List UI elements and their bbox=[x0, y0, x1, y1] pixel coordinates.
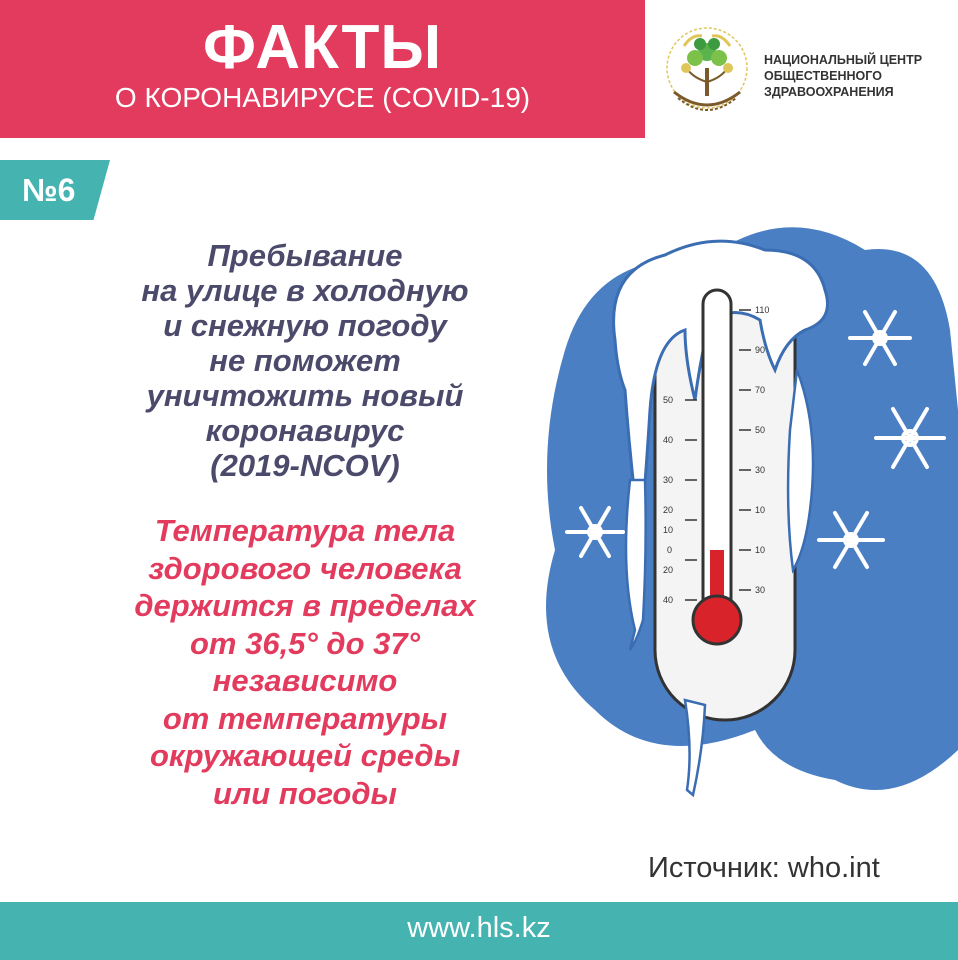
fact-number: №6 bbox=[22, 172, 76, 208]
scale-left-label: 10 bbox=[663, 525, 674, 535]
scale-right-label: 90 bbox=[755, 345, 766, 355]
scale-right-label: 50 bbox=[755, 425, 766, 435]
temperature-note: Температура тела здорового человека держится в пределах от 36,5° до 37° независимо от температуры окружающей среды или погоды bbox=[134, 513, 476, 811]
scale-right-label: 30 bbox=[755, 585, 766, 595]
source-label: Источник: who.int bbox=[648, 852, 880, 884]
scale-right-label: 10 bbox=[755, 545, 766, 555]
scale-left-label: 20 bbox=[663, 565, 674, 575]
scale-left-label: 20 bbox=[663, 505, 674, 515]
mercury-bulb bbox=[693, 596, 741, 644]
tree-emblem-icon bbox=[664, 22, 750, 122]
scale-right-label: 110 bbox=[755, 305, 770, 315]
scale-left-label: 0 bbox=[667, 545, 673, 555]
scale-right-label: 30 bbox=[755, 465, 766, 475]
website-link[interactable]: www.hls.kz bbox=[407, 912, 551, 944]
page-title: ФАКТЫ bbox=[202, 13, 443, 82]
page-subtitle: О КОРОНАВИРУСЕ (COVID-19) bbox=[114, 82, 531, 113]
fact-statement: Пребывание на улице в холодную и снежную погоду не поможет уничтожить новый коронавирус (2019-NCOV) bbox=[141, 238, 469, 483]
organization-name: НАЦИОНАЛЬНЫЙ ЦЕНТР ОБЩЕСТВЕННОГО ЗДРАВООХРАНЕНИЯ bbox=[764, 53, 923, 99]
scale-left-label: 40 bbox=[663, 435, 674, 445]
frozen-thermometer-icon bbox=[535, 210, 958, 810]
scale-left-label: 40 bbox=[663, 595, 674, 605]
bottom-icicle bbox=[685, 700, 705, 795]
scale-right-label: 10 bbox=[755, 505, 766, 515]
scale-left-label: 50 bbox=[663, 395, 674, 405]
scale-right-label: 70 bbox=[755, 385, 766, 395]
scale-left-label: 30 bbox=[663, 475, 674, 485]
